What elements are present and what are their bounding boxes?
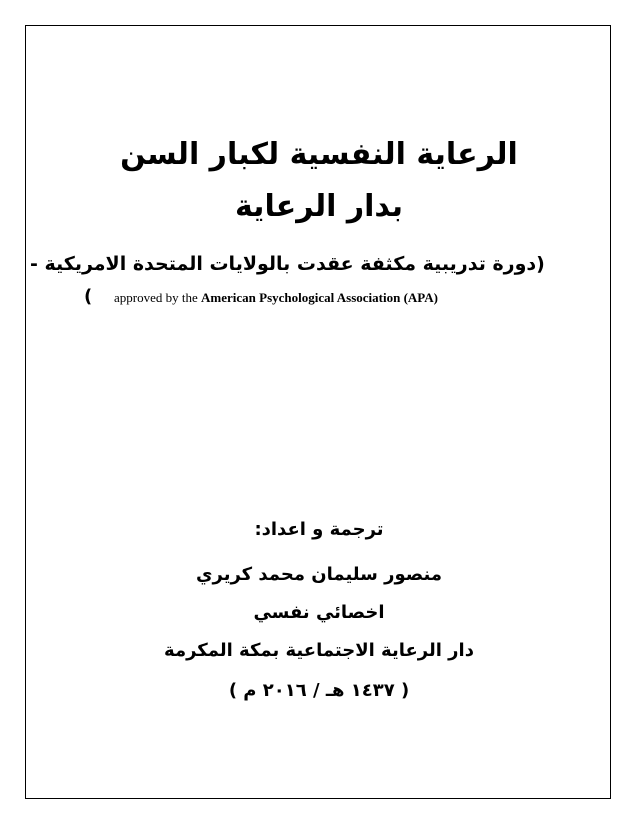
document-subtitle: بدار الرعاية — [234, 189, 404, 224]
apa-approval-text — [114, 290, 438, 306]
apa-prefix: approved by the — [114, 290, 202, 305]
author-name: منصور سليمان محمد كريري — [196, 564, 442, 585]
apa-organization: American Psychological Association — [201, 290, 401, 305]
document-title: الرعاية النفسية لكبار السن — [120, 137, 518, 172]
prepared-by-label: ترجمة و اعداد: — [254, 519, 384, 540]
publication-date: ( ١٤٣٧ هـ / ٢٠١٦ م ) — [228, 680, 410, 701]
author-role: اخصائي نفسي — [253, 602, 385, 623]
apa-open-paren: ( — [84, 286, 93, 307]
apa-suffix: (APA) — [400, 290, 439, 305]
course-description: (دورة تدريبية مكثفة عقدت بالولايات المتحدة الامريكية - — [30, 253, 545, 275]
institution-name: دار الرعاية الاجتماعية بمكة المكرمة — [164, 640, 474, 661]
